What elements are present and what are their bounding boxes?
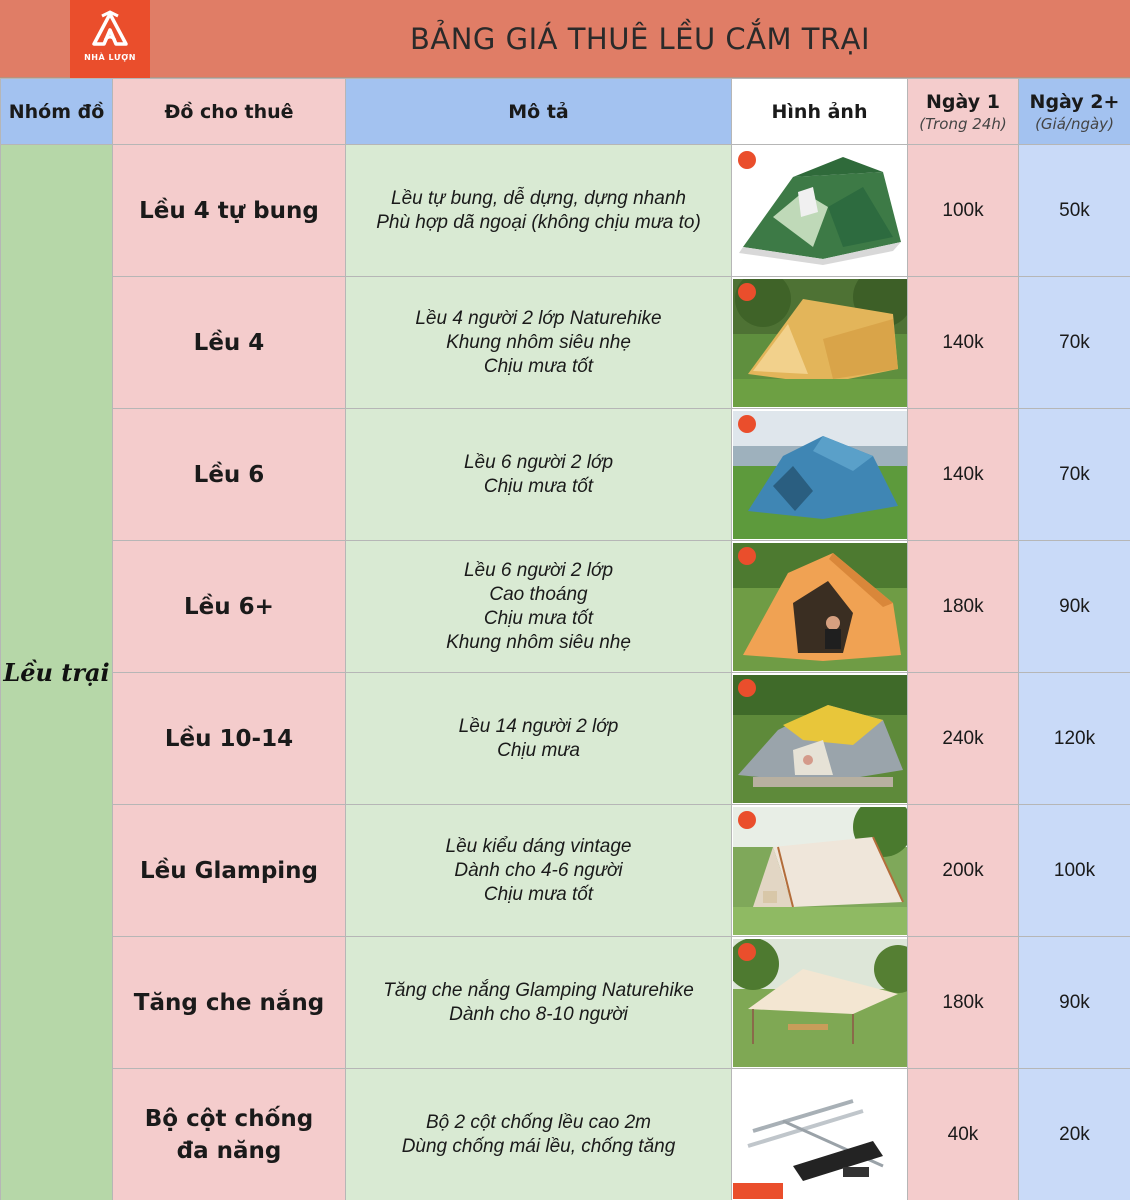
logo-text: NHÀ LƯỢN xyxy=(84,53,136,62)
item-description xyxy=(346,1069,732,1200)
col-header-day2 xyxy=(1019,79,1130,145)
description-line: Lều kiểu dáng vintage xyxy=(445,835,632,857)
price-day1: 180k xyxy=(908,937,1019,1069)
tent-blue-icon xyxy=(733,411,907,539)
col-header-description: Mô tả xyxy=(346,79,732,145)
group-cell xyxy=(1,145,113,1200)
item-description xyxy=(346,277,732,409)
description-line: Lều 14 người 2 lớp xyxy=(458,715,619,737)
description-line: Lều 6 người 2 lớp xyxy=(463,559,614,581)
description-line: Chịu mưa tốt xyxy=(483,607,594,629)
col-header-item: Đồ cho thuê xyxy=(113,79,346,145)
item-image-cell xyxy=(732,145,908,277)
item-image-cell xyxy=(732,805,908,937)
description-line: Lều 4 người 2 lớp Naturehike xyxy=(415,307,662,329)
description-line: Tăng che nắng Glamping Naturehike xyxy=(383,979,694,1001)
description-line: Chịu mưa tốt xyxy=(483,883,594,905)
item-image-cell xyxy=(732,541,908,673)
tent-yellow-icon xyxy=(733,279,907,407)
table-row xyxy=(1,937,1130,1069)
item-image-cell xyxy=(732,277,908,409)
col-header-image: Hình ảnh xyxy=(732,79,908,145)
table-row xyxy=(1,673,1130,805)
description-line: Lều tự bung, dễ dựng, dựng nhanh xyxy=(391,187,686,209)
item-description xyxy=(346,937,732,1069)
description-line: Cao thoáng xyxy=(489,583,588,605)
tent-poles-icon xyxy=(733,1071,907,1199)
header-banner xyxy=(0,0,1130,78)
day1-label: Ngày 1 xyxy=(926,90,1000,113)
tent-glamping-icon xyxy=(733,807,907,935)
price-day1: 240k xyxy=(908,673,1019,805)
table-header-row xyxy=(1,79,1130,145)
tarp-shade-icon xyxy=(733,939,907,1067)
tent-orange-icon xyxy=(733,543,907,671)
price-day2: 90k xyxy=(1019,541,1130,673)
price-day2: 100k xyxy=(1019,805,1130,937)
table-row xyxy=(1,805,1130,937)
price-day1: 140k xyxy=(908,409,1019,541)
item-description xyxy=(346,541,732,673)
description-line: Phù hợp dã ngoại (không chịu mưa to) xyxy=(376,211,701,233)
item-image-cell xyxy=(732,1069,908,1200)
item-description xyxy=(346,145,732,277)
price-day2: 70k xyxy=(1019,277,1130,409)
tent-popup-camo-icon xyxy=(733,147,907,275)
description-line: Chịu mưa tốt xyxy=(483,475,594,497)
item-name: Lều 4 xyxy=(113,277,346,409)
item-description xyxy=(346,409,732,541)
price-day2: 20k xyxy=(1019,1069,1130,1200)
description-line: Chịu mưa xyxy=(497,739,580,761)
brand-logo xyxy=(70,0,150,80)
description-line: Dùng chống mái lều, chống tăng xyxy=(401,1135,676,1157)
item-image-cell xyxy=(732,937,908,1069)
table-row xyxy=(1,409,1130,541)
item-image-cell xyxy=(732,409,908,541)
table-row xyxy=(1,541,1130,673)
table-row xyxy=(1,1069,1130,1200)
item-name-line: đa năng xyxy=(176,1137,282,1164)
price-day2: 70k xyxy=(1019,409,1130,541)
col-header-group: Nhóm đồ xyxy=(1,79,113,145)
price-table xyxy=(0,78,1130,1200)
description-line: Dành cho 4-6 người xyxy=(454,859,623,881)
table-row xyxy=(1,277,1130,409)
item-name: Lều 4 tự bung xyxy=(113,145,346,277)
price-day1: 180k xyxy=(908,541,1019,673)
price-day1: 40k xyxy=(908,1069,1019,1200)
group-label: Lều trại xyxy=(3,658,110,687)
description-line: Bộ 2 cột chống lều cao 2m xyxy=(426,1111,651,1133)
page-title: BẢNG GIÁ THUÊ LỀU CẮM TRẠI xyxy=(410,22,870,56)
description-line: Chịu mưa tốt xyxy=(483,355,594,377)
item-description xyxy=(346,805,732,937)
col-header-day1 xyxy=(908,79,1019,145)
item-name: Lều 6 xyxy=(113,409,346,541)
description-line: Lều 6 người 2 lớp xyxy=(463,451,614,473)
day2-note: (Giá/ngày) xyxy=(1035,114,1114,133)
price-day1: 200k xyxy=(908,805,1019,937)
description-line: Dành cho 8-10 người xyxy=(449,1003,628,1025)
price-day2: 50k xyxy=(1019,145,1130,277)
price-day1: 100k xyxy=(908,145,1019,277)
item-name: Lều 10-14 xyxy=(113,673,346,805)
day2-label: Ngày 2+ xyxy=(1029,90,1120,113)
table-row xyxy=(1,145,1130,277)
description-line: Khung nhôm siêu nhẹ xyxy=(446,631,631,653)
item-description xyxy=(346,673,732,805)
item-name xyxy=(113,1069,346,1200)
item-name: Lều 6+ xyxy=(113,541,346,673)
price-day2: 120k xyxy=(1019,673,1130,805)
tent-logo-icon xyxy=(88,10,132,50)
item-name: Lều Glamping xyxy=(113,805,346,937)
description-line: Khung nhôm siêu nhẹ xyxy=(446,331,631,353)
price-day1: 140k xyxy=(908,277,1019,409)
price-day2: 90k xyxy=(1019,937,1130,1069)
day1-note: (Trong 24h) xyxy=(919,114,1007,133)
item-image-cell xyxy=(732,673,908,805)
item-name-line: Bộ cột chống xyxy=(144,1105,314,1132)
item-name: Tăng che nắng xyxy=(113,937,346,1069)
tent-large-grey-yellow-icon xyxy=(733,675,907,803)
